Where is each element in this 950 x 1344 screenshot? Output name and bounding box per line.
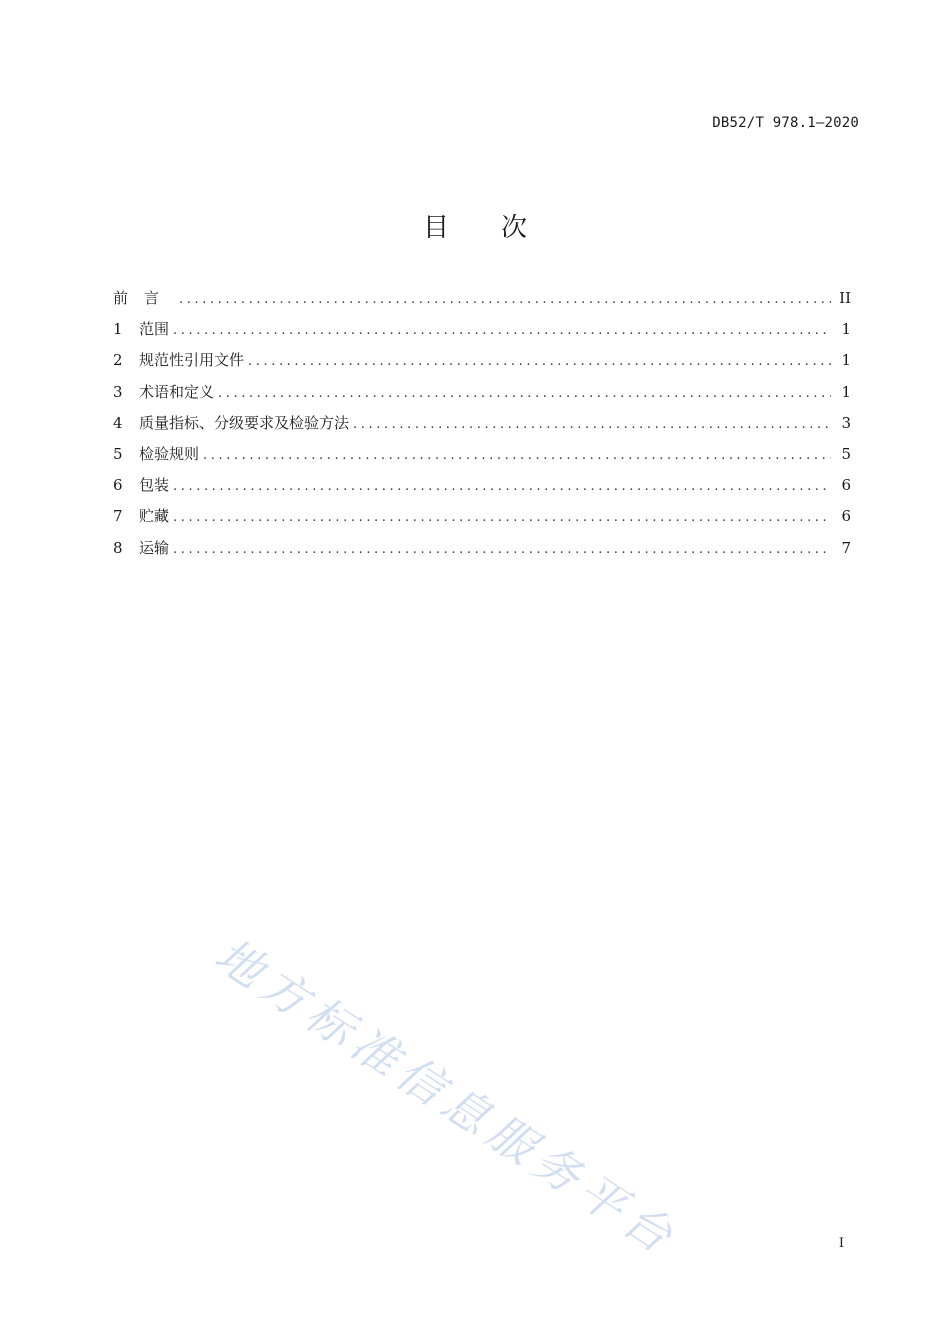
toc-entry-page: 1 (841, 320, 851, 339)
toc-entry-label: 前言 (113, 289, 176, 307)
toc-entry-page: 6 (841, 507, 851, 526)
toc-entry-number: 2 (113, 351, 123, 370)
toc-entry-number: 1 (113, 320, 123, 339)
toc-entry-label: 范围 (139, 320, 170, 339)
toc-entry-number: 3 (113, 382, 123, 401)
toc-entry-label: 检验规则 (139, 444, 200, 463)
toc-entry-page: 5 (841, 444, 851, 463)
watermark: 地方标准信息服务平台 (205, 927, 688, 1267)
toc-title-second-char: 次 (501, 213, 528, 243)
toc-entry-number: 6 (113, 476, 123, 495)
toc-entry-number: 8 (113, 538, 123, 557)
toc-entry-page: 1 (841, 382, 851, 401)
toc-entry-label: 贮藏 (139, 507, 170, 526)
toc-entry-label: 术语和定义 (139, 382, 215, 401)
page-number: I (838, 1236, 844, 1251)
toc-leader-dots (173, 473, 831, 501)
document-code: DB52/T 978.1—2020 (712, 115, 859, 131)
toc-entry-1[interactable] (113, 315, 851, 346)
toc-leader-dots (203, 442, 831, 470)
toc-leader-dots (173, 536, 831, 564)
toc-entry-2[interactable] (113, 346, 851, 377)
toc-entry-3[interactable] (113, 378, 851, 409)
toc-leader-dots (353, 411, 831, 439)
toc-entry-preface[interactable] (113, 284, 851, 315)
toc-leader-dots (173, 317, 831, 345)
toc-entry-number: 5 (113, 444, 123, 463)
toc-entry-number: 4 (113, 413, 123, 432)
toc-entry-page: II (839, 289, 851, 307)
toc-entry-5[interactable] (113, 440, 851, 471)
toc-entry-page: 3 (841, 413, 851, 432)
toc-entry-page: 6 (841, 476, 851, 495)
toc-list (113, 284, 851, 565)
toc-leader-dots (173, 504, 831, 532)
toc-entry-8[interactable] (113, 534, 851, 565)
toc-leader-dots (248, 348, 831, 376)
toc-entry-label: 包装 (139, 476, 170, 495)
toc-entry-label: 质量指标、分级要求及检验方法 (139, 413, 350, 432)
toc-entry-label: 运输 (139, 538, 170, 557)
toc-entry-6[interactable] (113, 471, 851, 502)
toc-leader-dots (179, 286, 831, 314)
toc-leader-dots (218, 380, 831, 408)
toc-title-first-char: 目 (422, 213, 449, 243)
toc-entry-7[interactable] (113, 502, 851, 533)
toc-entry-4[interactable] (113, 409, 851, 440)
toc-entry-page: 1 (841, 351, 851, 370)
toc-entry-label: 规范性引用文件 (139, 351, 245, 370)
toc-title (0, 207, 950, 244)
toc-entry-number: 7 (113, 507, 123, 526)
toc-entry-page: 7 (841, 538, 851, 557)
